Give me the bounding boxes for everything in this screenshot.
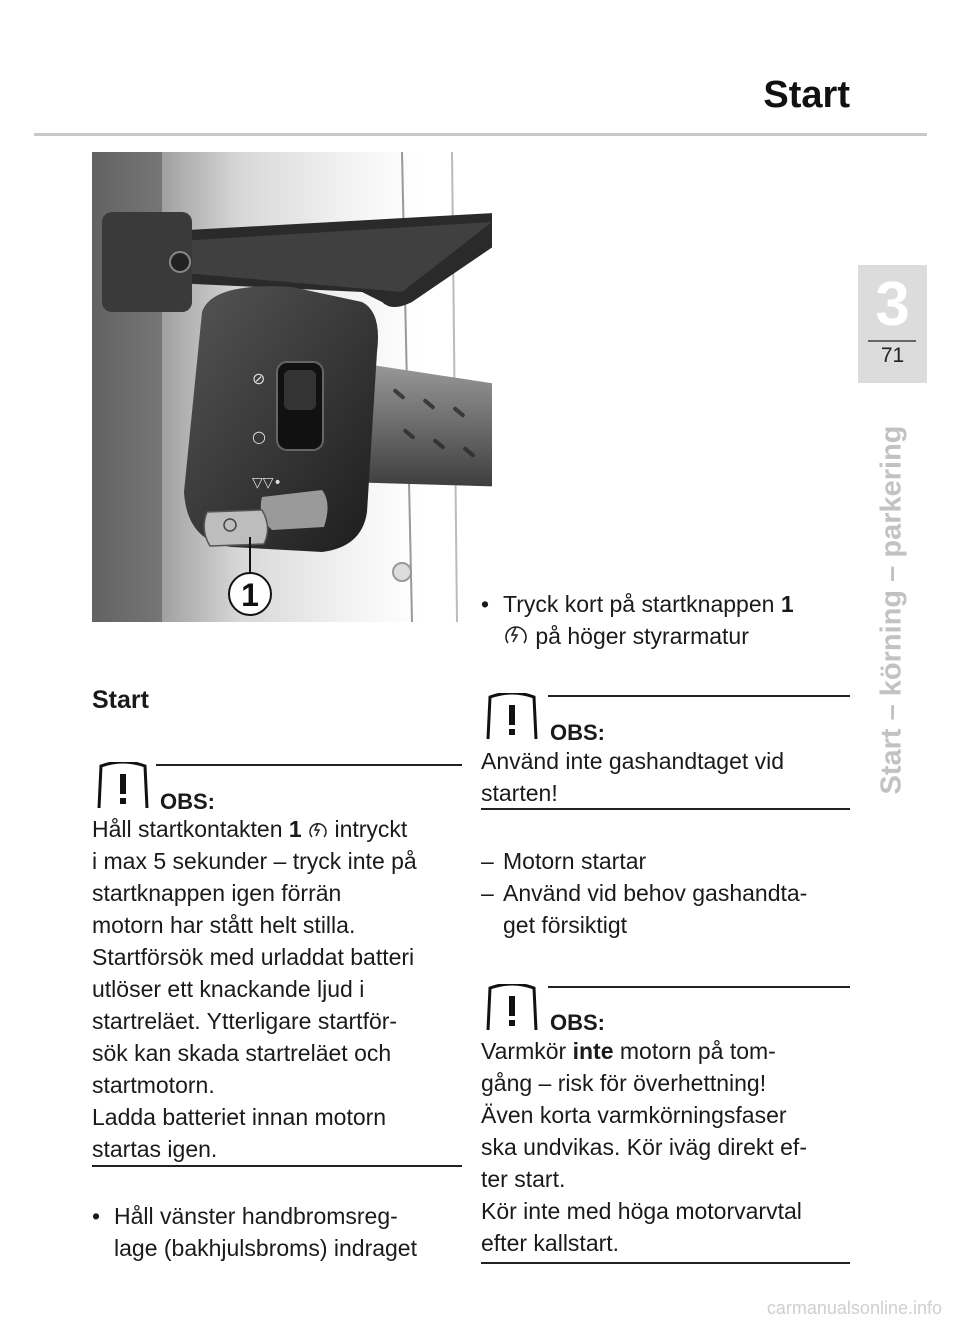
note-bottom-rule bbox=[92, 1165, 462, 1167]
note-line: startreläet. Ytterligare startför- bbox=[92, 1008, 398, 1034]
bullet-text: lage (bakhjulsbroms) indraget bbox=[114, 1235, 417, 1261]
svg-text:○: ○ bbox=[252, 427, 266, 446]
warning-icon bbox=[95, 762, 151, 812]
bullet-item bbox=[92, 1200, 466, 1264]
ref-number: 1 bbox=[780, 591, 794, 617]
chapter-side-label: Start – körning – parkering bbox=[875, 425, 908, 795]
chapter-number: 3 bbox=[875, 270, 910, 339]
note-text: Håll startkontakten bbox=[92, 816, 283, 842]
bullet-item bbox=[481, 588, 853, 652]
note-text: motorn på tom- bbox=[619, 1038, 776, 1064]
bullet-text: på höger styrarmatur bbox=[535, 623, 749, 649]
footer-watermark: carmanualsonline.info bbox=[766, 1298, 942, 1318]
page-number: 71 bbox=[880, 344, 905, 367]
note-body bbox=[92, 813, 466, 1165]
svg-text:⊘: ⊘ bbox=[252, 369, 266, 388]
chapter-divider bbox=[868, 340, 916, 342]
note-top-rule bbox=[548, 695, 850, 697]
note-line: sök kan skada startreläet och bbox=[92, 1040, 392, 1066]
note-line: Använd inte gashandtaget vid bbox=[481, 748, 785, 774]
note-line: starten! bbox=[481, 780, 558, 806]
note-line: startknappen igen förrän bbox=[92, 880, 342, 906]
note-line: ter start. bbox=[481, 1166, 566, 1192]
dash-text: Använd vid behov gashandta- bbox=[503, 880, 808, 906]
note-text: intryckt bbox=[334, 816, 408, 842]
start-button-icon bbox=[503, 622, 529, 648]
dash-list bbox=[481, 845, 853, 941]
section-heading: Start bbox=[92, 686, 149, 714]
note-line: ska undvikas. Kör iväg direkt ef- bbox=[481, 1134, 807, 1160]
note-line: i max 5 sekunder – tryck inte på bbox=[92, 848, 417, 874]
note-line: startmotorn. bbox=[92, 1072, 215, 1098]
svg-text:▽▽•: ▽▽• bbox=[252, 475, 282, 491]
note-text: Varmkör bbox=[481, 1038, 567, 1064]
warning-icon bbox=[484, 693, 540, 743]
note-label: OBS: bbox=[550, 720, 605, 745]
note-line: Ladda batteriet innan motorn bbox=[92, 1104, 387, 1130]
note-line: Även korta varmkörningsfaser bbox=[481, 1102, 787, 1128]
note-label: OBS: bbox=[550, 1010, 605, 1035]
callout-number: 1 bbox=[241, 577, 259, 613]
dash-text: get försiktigt bbox=[503, 912, 627, 938]
note-bottom-rule bbox=[481, 808, 850, 810]
note-line: Kör inte med höga motorvarvtal bbox=[481, 1198, 802, 1224]
bullet-marker: • bbox=[92, 1203, 101, 1229]
bullet-text: Håll vänster handbromsreg- bbox=[114, 1203, 398, 1229]
note-line: efter kallstart. bbox=[481, 1230, 620, 1256]
note-label: OBS: bbox=[160, 789, 215, 814]
bullet-marker: • bbox=[481, 591, 490, 617]
emphasis-text: inte bbox=[572, 1038, 614, 1064]
title-divider bbox=[34, 133, 927, 136]
note-line: gång – risk för överhettning! bbox=[481, 1070, 767, 1096]
ref-number: 1 bbox=[288, 816, 302, 842]
warning-icon bbox=[484, 984, 540, 1034]
note-line: Startförsök med urladdat batteri bbox=[92, 944, 415, 970]
note-top-rule bbox=[548, 986, 850, 988]
note-line: motorn har stått helt stilla. bbox=[92, 912, 356, 938]
dash-marker: – bbox=[481, 848, 494, 874]
dash-text: Motorn startar bbox=[503, 848, 647, 874]
note-body bbox=[481, 745, 853, 809]
handlebar-switch-photo bbox=[92, 152, 492, 622]
page-title: Start bbox=[763, 74, 850, 116]
note-body bbox=[481, 1035, 853, 1259]
note-line: utlöser ett knackande ljud i bbox=[92, 976, 365, 1002]
note-line: startas igen. bbox=[92, 1136, 218, 1162]
note-top-rule bbox=[156, 764, 462, 766]
start-button-icon bbox=[308, 819, 328, 841]
note-bottom-rule bbox=[481, 1262, 850, 1264]
bullet-text: Tryck kort på startknappen bbox=[503, 591, 775, 617]
dash-marker: – bbox=[481, 880, 494, 906]
